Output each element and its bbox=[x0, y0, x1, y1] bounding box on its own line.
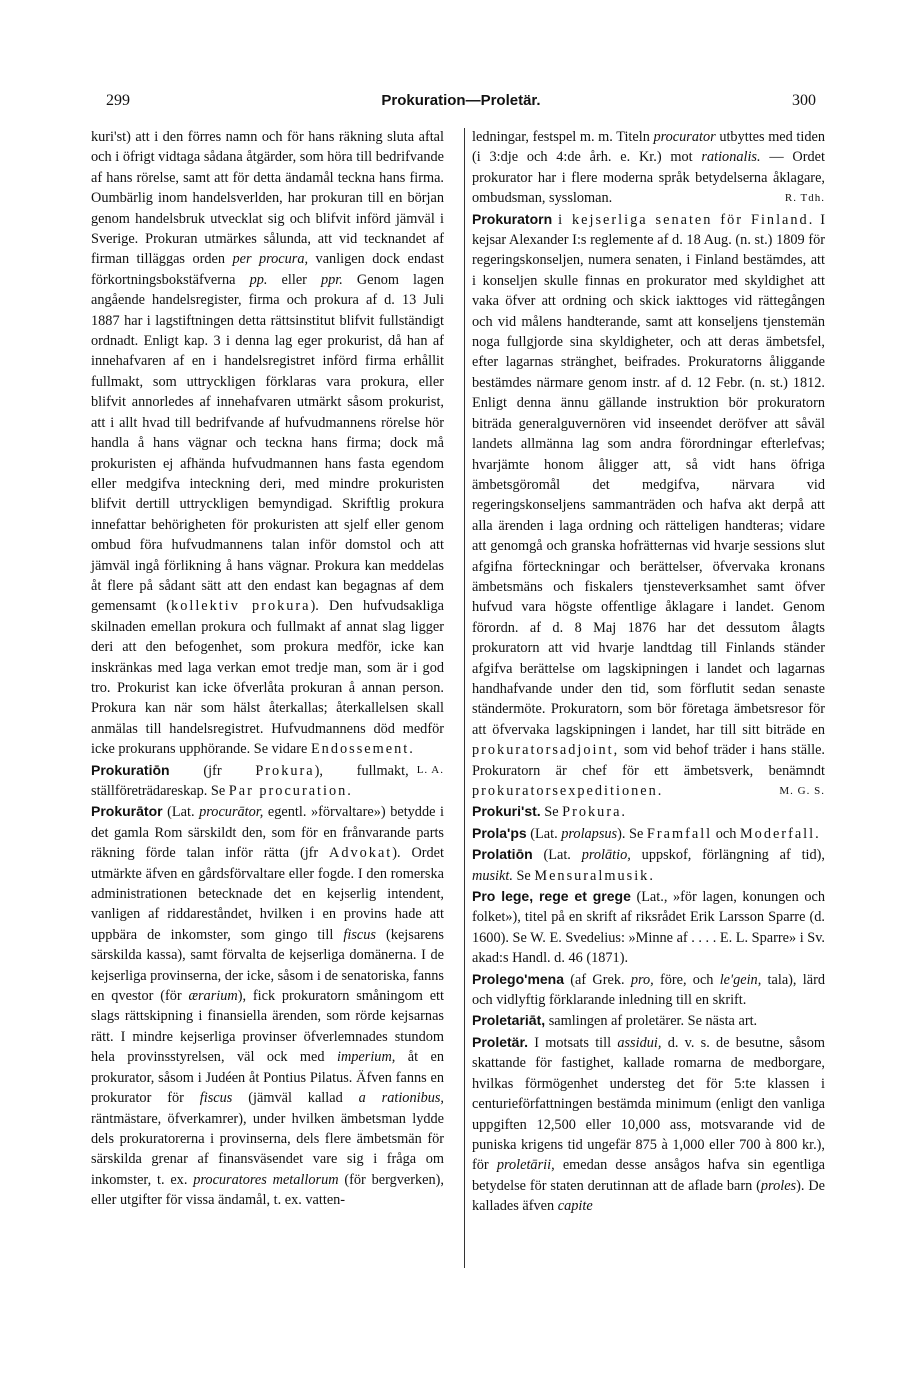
page-number-right: 300 bbox=[792, 92, 816, 109]
entry-headword: Prola'ps bbox=[472, 824, 527, 841]
entry-pro-lege: Pro lege, rege et grege (Lat., »för lagen, konungen och folket»), titel på en skrift af riksrådet Erik Larsson Sparre (d. 1600). Se W. E. Svedelius: »Minne af . . . . E. L. Sparre» i Sv. akad:s Handl. d. 46 (1871). bbox=[472, 888, 825, 967]
column-divider bbox=[464, 128, 465, 1268]
left-column bbox=[91, 127, 444, 1211]
entry-headword: Proletär. bbox=[472, 1033, 529, 1050]
author-signature: L. A. bbox=[416, 763, 444, 776]
entry-prolegomena: Prolego'mena (af Grek. pro, före, och le'gein, tala), lärd och vidlyftig förklarande inledning till en skrift. bbox=[472, 970, 825, 1009]
entry-proletar: Proletär. I motsats till assidui, d. v. s. de besutne, såsom skattande för fastighet, kallade romarna de medborgare, hvilkas förmögenhet understeg det för 5:te klassen i centurieförfattningen bestämda minimum (enligt den vanliga uppgiften 12,500 eller 10,000 ass, motsvarande vid de puniska krigens tid ungefär 875 à 1,000 eller 700 à 800 kr.), för proletārii, emedan desse ansågos hafva sin egentliga betydelse för staten derutinnan att de aflade barn (proles). De kallades äfven capite bbox=[472, 1033, 826, 1215]
entry-headword: Prokuri'st. bbox=[472, 803, 541, 820]
entry-headword: Pro lege, rege et grege bbox=[472, 888, 631, 905]
entry-headword: Prokuratiōn bbox=[91, 761, 170, 778]
entry-headword: Prolatiōn bbox=[472, 846, 533, 863]
entry-prokurator: Prokurātor (Lat. procurātor, egentl. »förvaltare») betydde i det gamla Rom särskildt den, som för en frånvarande parts räkning förde talan inför rätta (jfr Advokat). Ordet utmärkte äfven en gårdsförvaltare eller fogde. I den romerska administrationen betecknade det en kejserlig intendent, vanligen af riddareståndet, hvilken i en provins hade att uppbära de inkomster, som gingo till fiscus (kejsarens särskilda kassa), samt förvalta de kejserliga domänerna. I de kejserliga provinserna, der icke, såsom i de senatoriska, fanns en qvestor (för ærarium), fick prokuratorn småningom ett slags rättskipning i finansiella ärenden, som rörde kejsarnas rätt. I mindre kejserliga provinser öfverlemnades stundom hela provinsstyrelsen, väl ock med imperium, åt en prokurator, såsom i Judéen åt Pontius Pilatus. Äfven fanns en prokurator för fiscus (jämväl kallad a rationibus, räntmästare, öfverkamrer), under hvilken ämbetsman lydde dels prokuratorerna i provinserna, dels flere ämbetsmän för särskilda grenar af finansväsendet vare sig i fråga om inkomster, t. ex. procuratores metallorum (för bergverken), eller utgifter för vissa ändamål, t. ex. vatten- bbox=[91, 803, 445, 1209]
entry-prolation: Prolatiōn (Lat. prolātio, uppskof, förlängning af tid), musikt. Se Mensuralmusik. bbox=[472, 846, 826, 884]
page-header bbox=[106, 92, 816, 114]
entry-proletariat: Proletariāt, samlingen af proletärer. Se nästa art. bbox=[472, 1012, 758, 1030]
entry-headword: Prokuratorn bbox=[472, 210, 553, 227]
entry-headword: Prokurātor bbox=[91, 803, 163, 820]
running-title: Prokuration—Proletär. bbox=[381, 92, 541, 109]
entry-prokurator-continuation: ledningar, festspel m. m. Titeln procurator utbyttes med tiden (i 3:dje och 4:de årh. e. Kr.) mot rationalis. — Ordet prokurator har i flere moderna språk betydelserna åklagare, ombudsman, syssloman. R. Tdh. bbox=[472, 127, 825, 209]
entry-prokuration: Prokuratiōn (jfr Prokura), fullmakt, ställföreträdareskap. Se Par procuration. bbox=[91, 761, 409, 799]
author-signature: M. G. S. bbox=[779, 785, 825, 797]
entry-prokuratorn: Prokuratorn i kejserliga senaten för Finland. I kejsar Alexander I:s reglemente af d. 18 Aug. (n. st.) 1809 för regeringskonseljen, numera senaten, i Finland bestämdes, att i konseljen skulle finnas en prokurator med skyldighet att vaka öfver att ordning och skick iakttoges vid rättegången och vid målens handterande, samt att konseljens tjenstemän noga fullgjorde sina skyldigheter, och att deras ämbetsfel, efter lagarnas stränghet, beifrades. Prokuratorns åliggande bestämdes närmare genom instr. af d. 12 Febr. (n. st.) 1812. Enligt denna ännu gällande instruktion bör prokuratorn biträda generalguvernören vid inseendet deröfver att såväl landets allmänna lag som andra förordningar efterlefvas; hvarjämte honom åligger att, så vidt hans öfriga ämbetsgöromål det medgifva, närvara vid regeringskonseljens sammanträden och hafva akt derpå att alla ärenden i laga ordning och rätteligen handteras; vidare att genomgå och granska hofrätternas vid hvarje sessions slut afgifna förteckningar och berättelser, öfvervaka kronans ämbetsmäns och fiskalers tjensteverksamhet samt öfver hufvud vara högste offentlige åklagare i landet. Genom förordn. af d. 8 Maj 1876 har det dessutom ålagts prokuratorn att vid hvarje landtdag till Finlands ständer afgifva berättelse om lagskipningen i landet och lagarnas handhafvande under den tid, som förflutit sedan senaste ständermöte. Prokuratorn, som bör företaga ämbetsresor för att öfvervaka lagskipningen i landet, har till sitt biträde en prokuratorsadjoint, som vid behof träder i hans ställe. Prokuratorn är chef för ett ämbetsverk, benämndt prokuratorsexpeditionen. M. G. S. bbox=[472, 209, 825, 802]
page-number-left: 299 bbox=[106, 92, 130, 109]
right-column bbox=[472, 127, 825, 1217]
author-signature: R. Tdh. bbox=[784, 192, 825, 205]
entry-prokurist: Prokuri'st. Se Prokura. bbox=[472, 803, 627, 821]
entry-headword: Proletariāt, bbox=[472, 1012, 546, 1029]
entry-headword: Prolego'mena bbox=[472, 970, 565, 987]
entry-prolaps: Prola'ps (Lat. prolapsus). Se Framfall och Moderfall. bbox=[472, 824, 821, 842]
entry-prokura-continuation: kuri'st) att i den förres namn och för hans räkning sluta aftal och i öfrigt vidtaga sådana åtgärder, som höra till bedrifvande af hans rörelse, samt att för detta ändamål teckna hans firma. Oumbärlig inom handelsverlden, har prokuran till en början genom handelsbruk utvecklat sig och blifvit införd jämväl i Sverige. Prokuran utmärkes sålunda, att vid tecknandet af firman tilläggas orden per procura, vanligen dock endast förkortningsbokstäfverna pp. eller ppr. Genom lagen angående handelsregister, firma och prokura af d. 13 Juli 1887 har i lagstiftningen detta rättsinstitut blifvit fullständigt ordnadt. Enligt kap. 3 i denna lag eger prokurist, då han af innehafvaren af en i handelsregistret införd firma erhållit fullmakt, som uttryckligen förklaras vara prokura, eller blifvit annorledes af innehafvaren utmärkt såsom prokurist, att i allt hvad till bedrifvande af hufvudmannens rörelse hör handla å hans vägnar och teckna hans firma; dock må prokuristen ej afhända hufvudmannen hans fasta egendom eller medgifva inteckning deri, med mindre prokuristen blifvit dertill uttryckligen bemyndigad. Skriftlig prokura innefattar behörigheten för prokuristen att sjelf eller genom ombud föra hufvudmannens talan inför domstol och att jämväl ingå förlikning å hans vägnar. Prokura kan meddelas åt flere på sådant sätt att den endast kan begagnas af dem gemensamt (kollektiv prokura). Den hufvudsakliga skilnaden emellan prokura och fullmakt af annat slag ligger deri att den befogenhet, som prokura medför, icke kan inskränkas med laga verkan emot tredje man, som är i god tro. Prokurist kan icke öfverlåta prokuran å annan person. Prokura kan när som hälst återkallas; återkallelsen skall anmälas till handelsregistret. Hufvudmannens död medför icke prokurans upphörande. Se vidare Endossement. L. A. bbox=[91, 127, 444, 760]
